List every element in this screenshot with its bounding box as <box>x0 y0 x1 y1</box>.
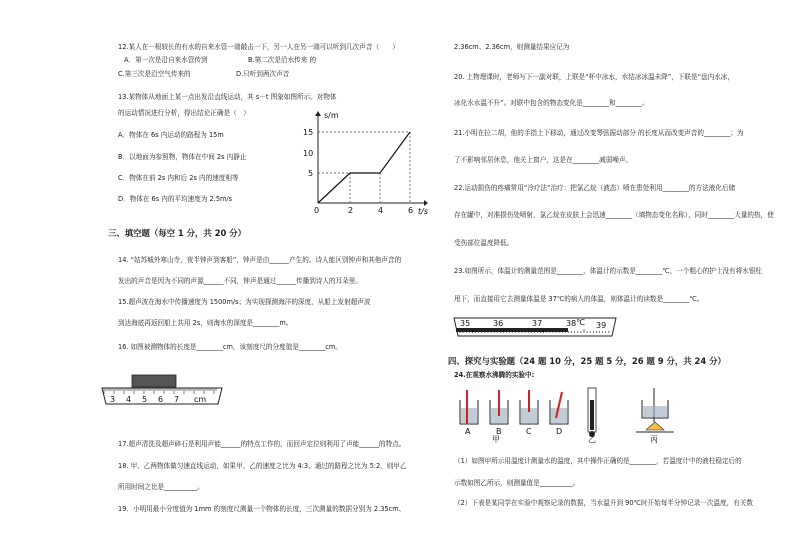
graph-x-tick-2: 2 <box>348 206 354 215</box>
q22-line1: 22.运动损伤的疼痛常用“冷疗法”治疗：把氯乙烷（液态）喷在患处利用________的方法液化后储 <box>454 184 736 192</box>
q23-line2: 甩下，而直接用它去测量体温是 37℃的病人的体温，则体温计的读数是________℃。 <box>454 295 704 303</box>
apparatus-label-bing: 丙 <box>650 435 658 444</box>
apparatus-label-d: D <box>556 427 563 436</box>
st-graph <box>300 110 428 218</box>
graph-x-tick-0: 0 <box>314 206 320 215</box>
ruler-num-7: 7 <box>174 395 180 404</box>
ruler-unit: cm <box>194 395 207 404</box>
q21-line1: 21.小明在拉二胡，他的手指上下移动，通过改变琴弦振动部分 的长度从而改变声音的________；为 <box>454 129 744 137</box>
q18-line2: 所用时间之比是__________。 <box>118 483 204 491</box>
thermo-unit: ℃ <box>576 318 585 327</box>
q15-line2: 到达海底再返回船上共用 2s，则海水的深度是________m。 <box>118 319 293 327</box>
ruler-figure <box>100 374 224 406</box>
q16-text: 16. 如图被测物体的长度是________cm，该刻度尺的分度值是________cm。 <box>118 343 342 351</box>
section-4-heading: 四、探究与实验题（24 题 10 分，25 题 5 分，26 题 9 分，共 24 分） <box>448 356 726 366</box>
thermometer-figure <box>452 316 618 338</box>
graph-x-tick-4: 4 <box>378 206 384 215</box>
apparatus-label-b: B <box>496 427 502 436</box>
graph-x-arrow <box>424 200 428 206</box>
q21-line2: 了不影响邻居休息，他关上窗户，这是在________减弱噪声。 <box>454 156 633 164</box>
apparatus-label-jia: 甲 <box>492 435 500 444</box>
apparatus-label-c: C <box>526 427 532 436</box>
graph-y-arrow <box>315 111 321 116</box>
graph-x-label: t/s <box>418 207 428 216</box>
q13-option-c[interactable]: C．物体在前 2s 内和后 2s 内的速度相等 <box>118 174 239 182</box>
q24-title: 24.在观察水沸腾的实验中: <box>454 371 535 379</box>
ruler-num-3: 3 <box>110 395 116 404</box>
q12-option-c[interactable]: C.第三次是沿空气传来的 <box>118 70 191 78</box>
q19-continued: 2.36cm、2.36cm，则测量结果应记为 <box>454 43 570 51</box>
q18-line1: 18. 甲、乙两物体做匀速直线运动，如果甲、乙的速度之比为 4:3，通过的路程之比为 5:2，则甲乙 <box>118 462 407 470</box>
q12-option-d[interactable]: D.只听到两次声音 <box>236 70 290 78</box>
section-3-heading: 三、填空题（每空 1 分，共 20 分） <box>108 228 247 238</box>
q23-line1: 23.如图所示，体温计的测量范围是________，体温计的示数是________℃，一个粗心的护士没有将水银柱 <box>454 267 763 275</box>
graph-x-tick-6: 6 <box>408 206 414 215</box>
beaker-a <box>460 390 478 424</box>
q12-option-a[interactable]: A．第一次是沿自来水管传到 <box>124 56 208 64</box>
thermo-num-37: 37 <box>532 319 543 328</box>
q20-line1: 20. 上物理课时，老师写下一副对联，上联是“杯中冰水，水结冰冰温未降”，下联是“盘内水冰， <box>454 73 734 81</box>
q15-line1: 15.超声波在海水中传播速度为 1500m/s；为实现探测海洋的深度，从船上发射超声波 <box>118 298 371 306</box>
thermo-num-35: 35 <box>460 319 471 328</box>
apparatus-label-a: A <box>465 427 471 436</box>
q17-line1: 17.超声清洗及超声碎石是利用声能______的特点工作的，而回声定位则利用了声能______的特点。 <box>118 440 406 448</box>
thermometer-yi <box>588 388 596 437</box>
q19-text: 19．小明用最小分度值为 1mm 的刻度尺测量一个物体的长度，三次测量的数据分别为 2.35cm、 <box>118 505 406 513</box>
q12-option-b[interactable]: B.第二次是沿水传来 的 <box>248 56 317 64</box>
beaker-d <box>550 392 568 424</box>
q14-line2: 发出的声音是因为不同的声源______不同，钟声是通过______传播到诗人的耳朵里。 <box>118 277 362 285</box>
beaker-c <box>520 390 538 424</box>
ruler-num-4: 4 <box>126 395 132 404</box>
q22-line3: 受伤部位温度降低。 <box>454 239 514 247</box>
graph-y-label: s/m <box>324 111 339 120</box>
graph-line <box>318 132 410 203</box>
thermometer-mercury <box>456 328 568 332</box>
graph-y-tick-5: 5 <box>308 169 314 178</box>
apparatus-bing <box>636 388 674 432</box>
q14-line1: 14. “姑苏城外寒山寺，夜半钟声到客船”，钟声是由______产生的。诗人能区别钟声和其他声音的 <box>118 256 402 264</box>
q13-stem-line2: 的运动情况进行分析，得出结论正确是（ ） <box>118 109 250 117</box>
graph-y-tick-15: 15 <box>303 128 314 137</box>
ruler-num-5: 5 <box>142 395 148 404</box>
measured-object <box>132 375 176 387</box>
beaker-b <box>490 390 508 424</box>
apparatus-label-yi: 乙 <box>588 435 596 444</box>
q20-line2: 冰化水水温不升”。对联中包含的物态变化是________和________。 <box>454 99 649 107</box>
q13-stem-line1: 13.某物体从地面上某一点出发沿直线运动，其 s－t 图象如图所示。对物体 <box>118 93 337 101</box>
thermo-num-36: 36 <box>493 319 504 328</box>
q13-option-a[interactable]: A．物体在 6s 内运动的路程为 15m <box>118 131 224 139</box>
q24-part2-line1: （2）下表是某同学在实验中观察记录的数据，当水温升到 90℃时开始每半分钟记录一次温度，有关数 <box>454 499 754 507</box>
ruler-num-6: 6 <box>158 395 164 404</box>
q24-part1-line1: （1）如图甲所示用温度计测量水的温度，其中操作正确的是________，若温度计中的液柱稳定后的 <box>454 457 742 465</box>
q13-option-d[interactable]: D．物体在 6s 内的平均速度为 2.5m/s <box>118 195 233 203</box>
q22-line2: 存在罐中，对准损伤处喷射，氯乙烷在皮肤上会迅速________（填物态变化名称），同时________大量的热，使 <box>454 211 774 219</box>
thermo-num-39: 39 <box>596 321 607 330</box>
graph-y-tick-10: 10 <box>303 149 314 158</box>
q13-option-b[interactable]: B．以地面为参照物，物体在中间 2s 内静止 <box>118 153 247 161</box>
thermo-num-38: 38 <box>566 319 577 328</box>
q12-stem: 12.某人在一根较长的有水的自来水管一端敲击一下，另一人在另一端可以听到几次声音（ ） <box>118 43 399 51</box>
q24-part1-line2: 示数如图乙所示，则测量值是__________。 <box>454 479 580 487</box>
apparatus-figure <box>456 386 712 442</box>
